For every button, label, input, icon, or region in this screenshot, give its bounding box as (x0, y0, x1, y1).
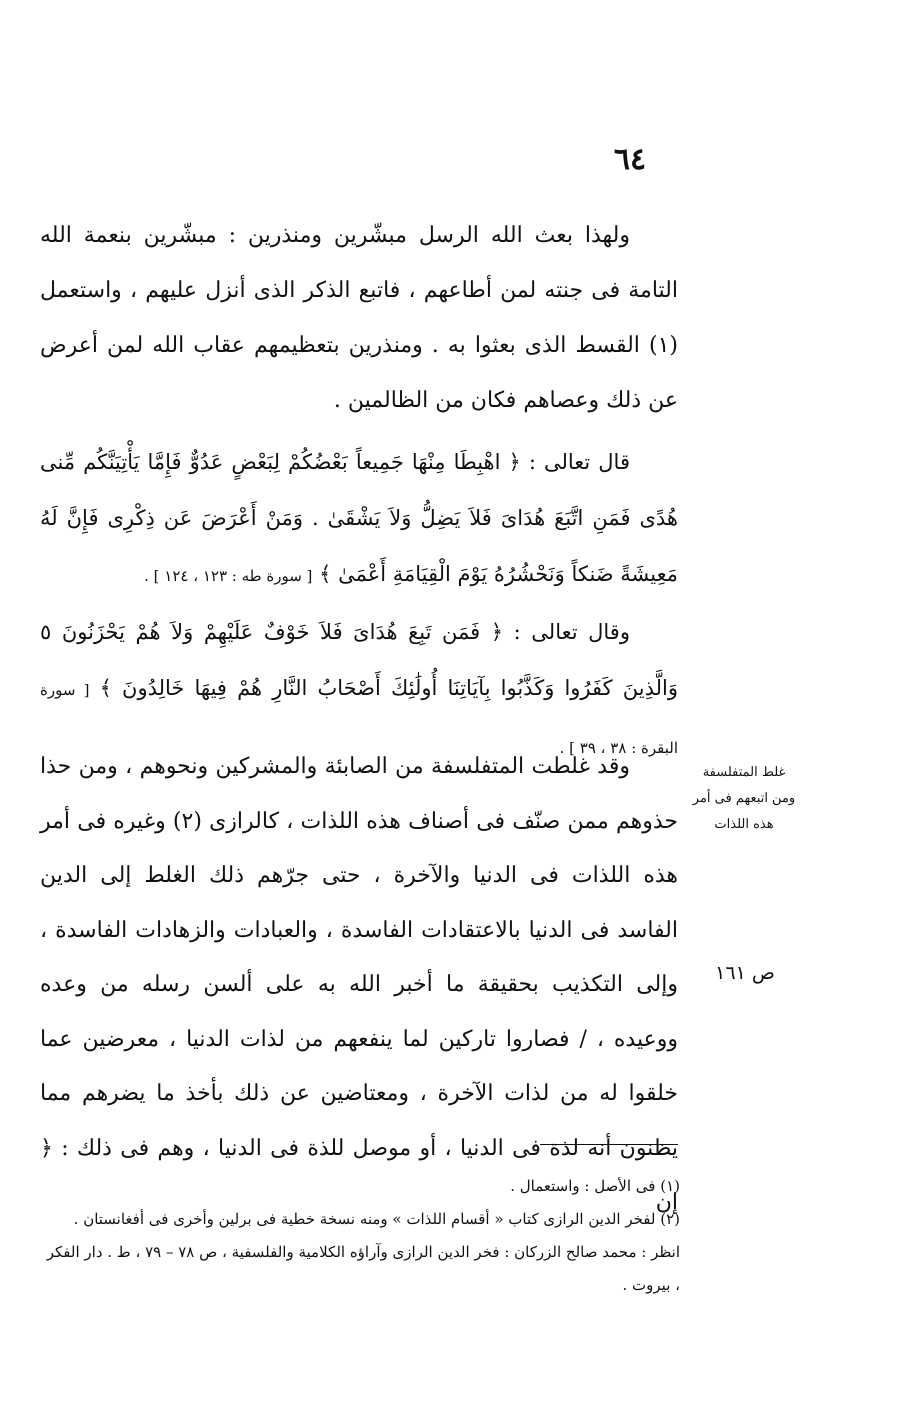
quote-reference: [ سورة البقرة : ٣٨ ، ٣٩ ] . (40, 681, 678, 757)
quran-quote (40, 434, 678, 604)
quote-reference: [ سورة طه : ١٢٣ ، ١٢٤ ] . (144, 567, 313, 585)
body-paragraph: وقد غلطت المتفلسفة من الصابئة والمشركين ونحوهم ، ومن حذا حذوهم ممن صنّف فى أصناف هذه اللذات ، كالرازى (٢) وغيره فى أمر هذه اللذات فى الدنيا والآخرة ، حتى جرّهم ذلك الغلط إلى الدين الفاسد فى الدنيا بالاعتقادات الفاسدة ، والعبادات والزهادات الفاسدة ، وإلى التكذيب بحقيقة ما أخبر الله به على ألسن رسله من وعده ووعيده ، / فصاروا تاركين لما ينفعهم من لذات الدنيا ، معرضين عما خلقوا له من لذات الآخرة ، ومعتاضين عن ذلك بأخذ ما يضرهم مما يظنون أنه لذة فى الدنيا ، أو موصل للذة فى الدنيا ، وهم فى ذلك : ﴿ إن (40, 754, 678, 1215)
quote-intro: وقال تعالى : (513, 620, 630, 644)
quote-text: ﴿ فَمَن تَبِعَ هُدَاىَ فَلاَ خَوْفٌ عَلَيْهِمْ وَلاَ هُمْ يَحْزَنُونَ ٥ وَالَّذِينَ كَفَرُوا وَكَذَّبُوا بِآيَاتِنَا أُولَٰئِكَ أَصْحَابُ النَّارِ هُمْ فِيهَا خَالِدُونَ ﴾ (40, 620, 678, 700)
footnote-divider (540, 1144, 678, 1145)
main-text (40, 208, 678, 776)
quote-intro: قال تعالى : (528, 450, 630, 474)
quote-text: ﴿ اهْبِطَا مِنْهَا جَمِيعاً بَعْضُكُمْ لِبَعْضٍ عَدُوٌّ فَإِمَّا يَأْتِيَنَّكُم مِّنى هُدًى فَمَنِ اتَّبَعَ هُدَاىَ فَلاَ يَضِلُّ وَلاَ يَشْقَىٰ . وَمَنْ أَعْرَضَ عَن ذِكْرِى فَإِنَّ لَهُ مَعِيشَةً ضَنكاً وَنَحْشُرُهُ يَوْمَ الْقِيَامَةِ أَعْمَىٰ ﴾ (40, 450, 678, 586)
margin-heading-line: غلط المتفلسفة (702, 765, 786, 780)
margin-heading-line: ومن اتبعهم فى أمر (692, 791, 796, 806)
margin-heading-line: هذه اللذات (714, 817, 774, 832)
margin-page-reference: ص ١٦١ (715, 962, 775, 984)
margin-heading (688, 760, 800, 838)
footnote: (٢) لفخر الدين الرازى كتاب « أقسام اللذات » ومنه نسخة خطية فى برلين وأخرى فى أفغانستان . (73, 1210, 680, 1228)
body-paragraph: ولهذا بعث الله الرسل مبشّرين ومنذرين : مبشّرين بنعمة الله التامة فى جنته لمن أطاعهم ، فاتبع الذكر الذى أنزل عليهم ، واستعمل (١) القسط الذى بعثوا به . ومنذرين بتعظيمهم عقاب الله لمن أعرض عن ذلك وعصاهم فكان من الظالمين . (40, 223, 678, 413)
footnote: (١) فى الأصل : واستعمال . (510, 1177, 680, 1195)
page-number: ٦٤ (613, 142, 647, 177)
section-text (40, 740, 678, 1231)
footnotes (40, 1170, 680, 1302)
footnote: انظر : محمد صالح الزركان : فخر الدين الرازى وآراؤه الكلامية والفلسفية ، ص ٧٨ – ٧٩ ، ط . دار الفكر ، بيروت . (46, 1243, 680, 1294)
